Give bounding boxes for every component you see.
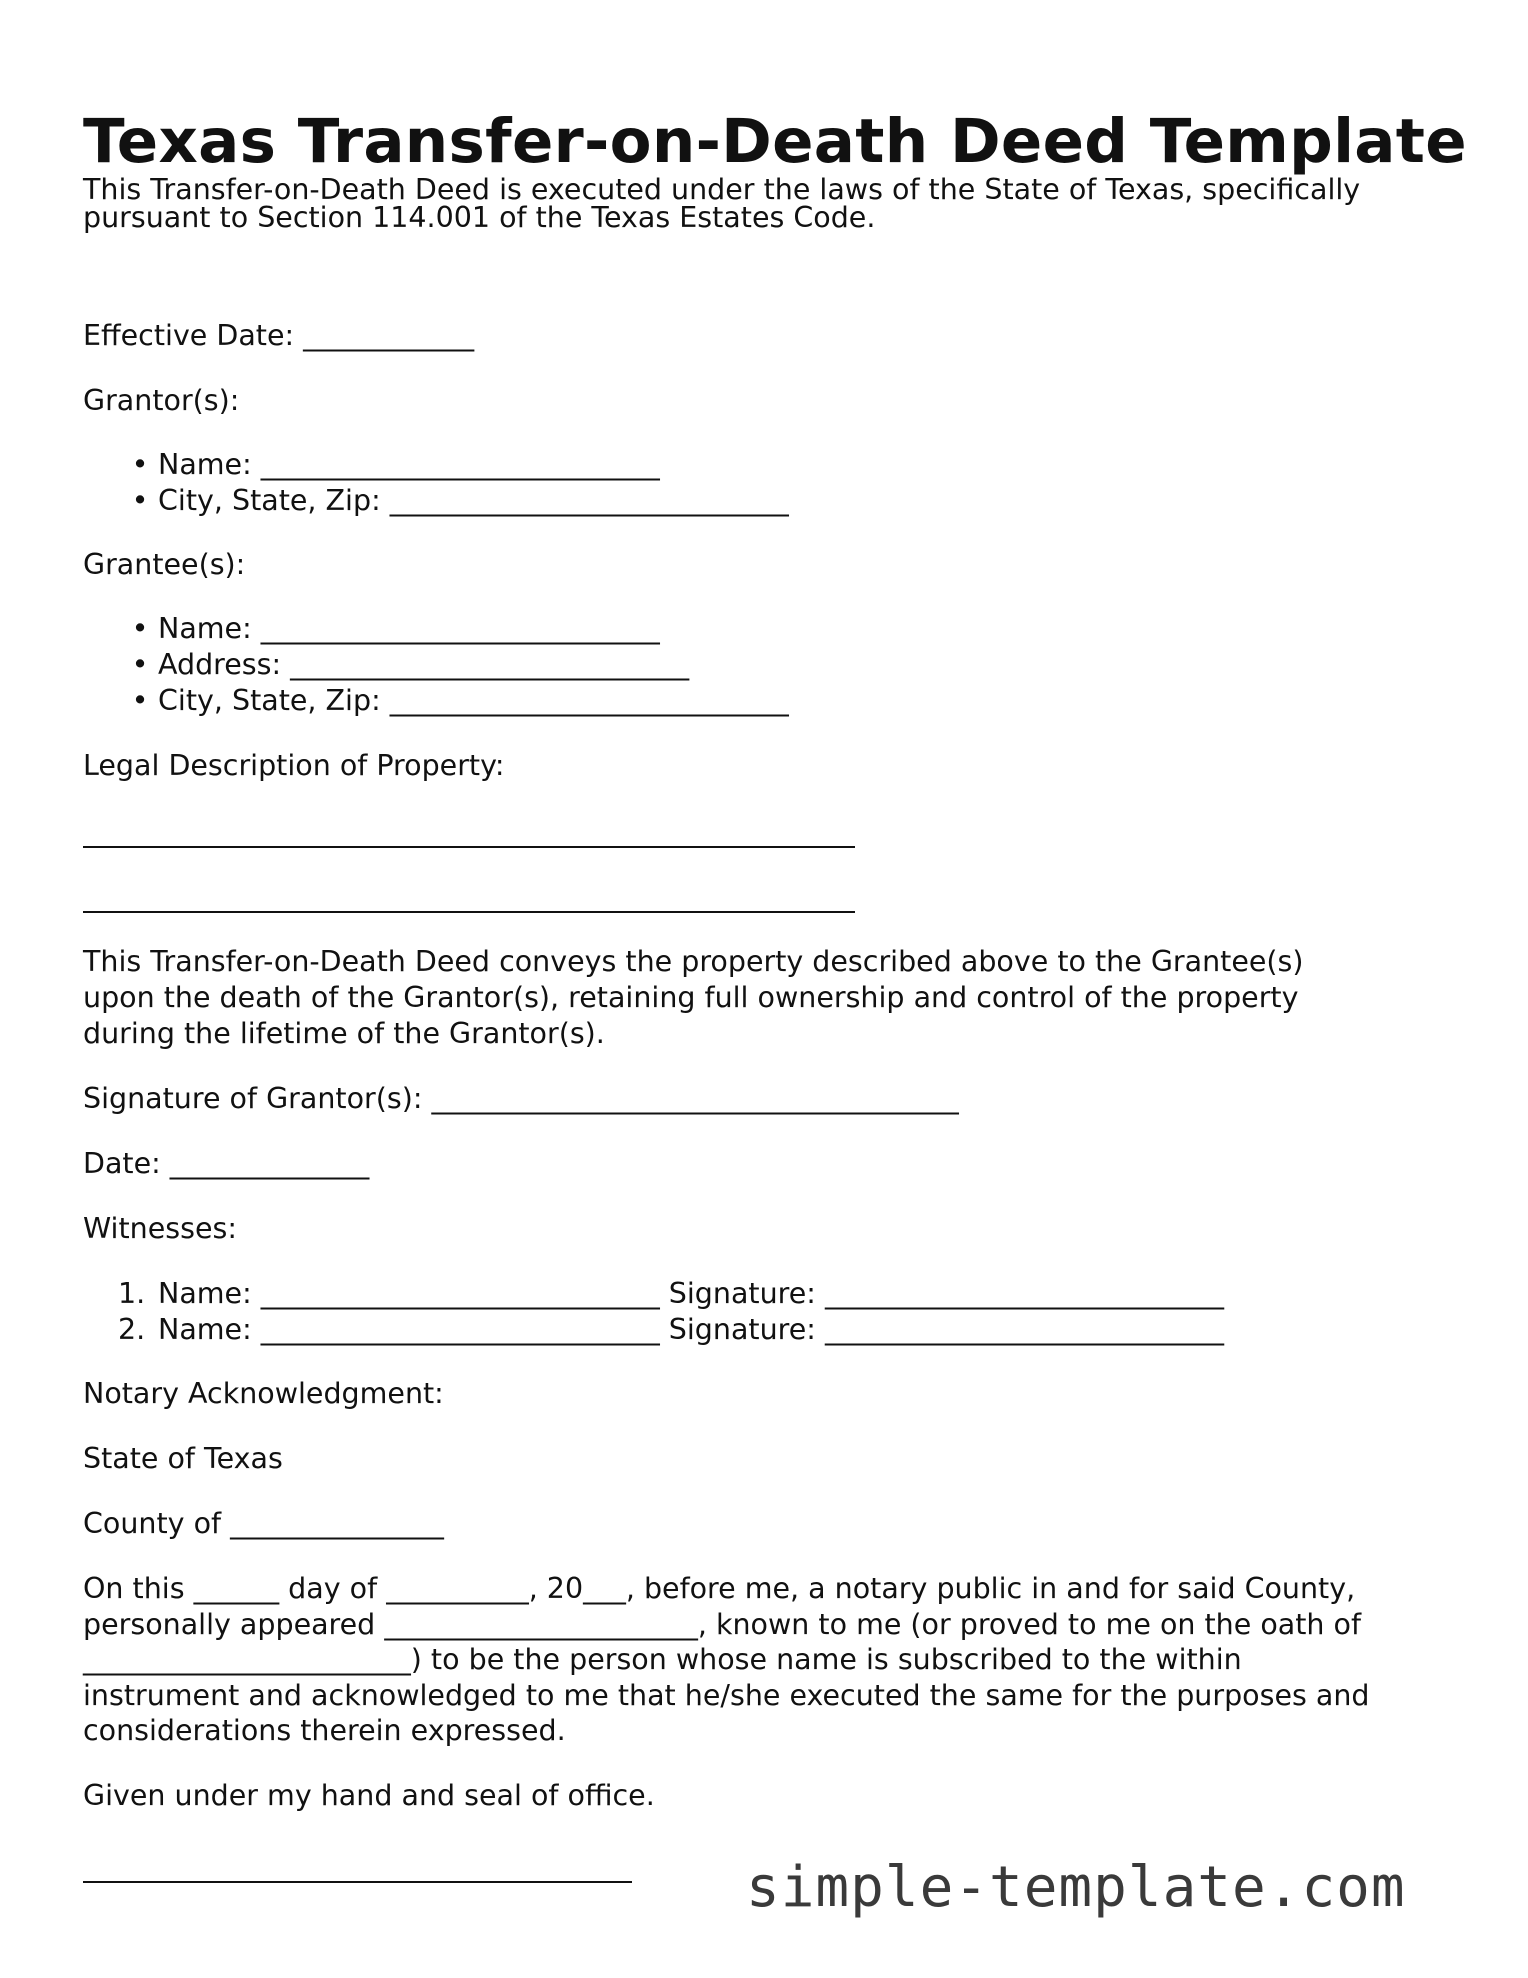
witness-2-fields: Name: ____________________________ Signature: ____________________________ xyxy=(158,1313,1224,1346)
witnesses-heading: Witnesses: xyxy=(83,1212,237,1245)
witness-number: 1. xyxy=(118,1277,146,1310)
notary-line-5: considerations therein expressed. xyxy=(83,1714,566,1747)
watermark-text: simple-template.com xyxy=(746,1855,1406,1920)
grantor-city-item xyxy=(131,483,789,519)
intro-line-2: pursuant to Section 114.001 of the Texas Estates Code. xyxy=(83,201,876,234)
witness-item-1 xyxy=(118,1276,1224,1312)
grantees-heading: Grantee(s): xyxy=(83,548,246,581)
bullet-icon: • xyxy=(131,448,149,481)
notary-signature-line xyxy=(83,1881,632,1883)
grantee-address-field: Address: ____________________________ xyxy=(158,648,690,681)
notary-line-3: _______________________) to be the person whose name is subscribed to the within xyxy=(83,1643,1242,1676)
grantors-heading: Grantor(s): xyxy=(83,384,240,417)
bullet-icon: • xyxy=(131,684,149,717)
document-title: Texas Transfer-on-Death Deed Template xyxy=(83,106,1467,177)
grantee-city-item xyxy=(131,683,789,719)
bullet-icon: • xyxy=(131,648,149,681)
convey-line-1: This Transfer-on-Death Deed conveys the property described above to the Grantee(s) xyxy=(83,945,1304,978)
grantor-name-field: Name: ____________________________ xyxy=(158,448,660,481)
grantee-address-item xyxy=(131,647,690,683)
witness-number: 2. xyxy=(118,1313,146,1346)
witness-1-fields: Name: ____________________________ Signature: ____________________________ xyxy=(158,1277,1224,1310)
notary-line-1: On this ______ day of __________, 20___, before me, a notary public in and for said County, xyxy=(83,1572,1356,1605)
signature-date-field: Date: ______________ xyxy=(83,1147,370,1180)
intro-line-1: This Transfer-on-Death Deed is executed under the laws of the State of Texas, specifically xyxy=(83,173,1361,206)
notary-state: State of Texas xyxy=(83,1442,283,1475)
notary-heading: Notary Acknowledgment: xyxy=(83,1377,444,1410)
bullet-icon: • xyxy=(131,612,149,645)
bullet-icon: • xyxy=(131,484,149,517)
grantee-name-item xyxy=(131,611,660,647)
notary-line-2: personally appeared ______________________, known to me (or proved to me on the oath of xyxy=(83,1608,1362,1641)
notary-line-4: instrument and acknowledged to me that he/she executed the same for the purposes and xyxy=(83,1679,1370,1712)
grantor-city-field: City, State, Zip: ____________________________ xyxy=(158,484,789,517)
notary-county-field: County of _______________ xyxy=(83,1507,444,1540)
grantee-city-field: City, State, Zip: ____________________________ xyxy=(158,684,789,717)
given-under-hand: Given under my hand and seal of office. xyxy=(83,1779,655,1812)
grantor-signature-field: Signature of Grantor(s): _____________________________________ xyxy=(83,1082,959,1115)
grantee-name-field: Name: ____________________________ xyxy=(158,612,660,645)
legal-description-line-1 xyxy=(83,846,855,848)
witness-item-2 xyxy=(118,1312,1224,1348)
legal-description-heading: Legal Description of Property: xyxy=(83,749,505,782)
grantor-name-item xyxy=(131,447,660,483)
convey-line-2: upon the death of the Grantor(s), retaining full ownership and control of the property xyxy=(83,981,1299,1014)
convey-line-3: during the lifetime of the Grantor(s). xyxy=(83,1017,605,1050)
effective-date-field: Effective Date: ____________ xyxy=(83,319,475,352)
legal-description-line-2 xyxy=(83,911,855,913)
